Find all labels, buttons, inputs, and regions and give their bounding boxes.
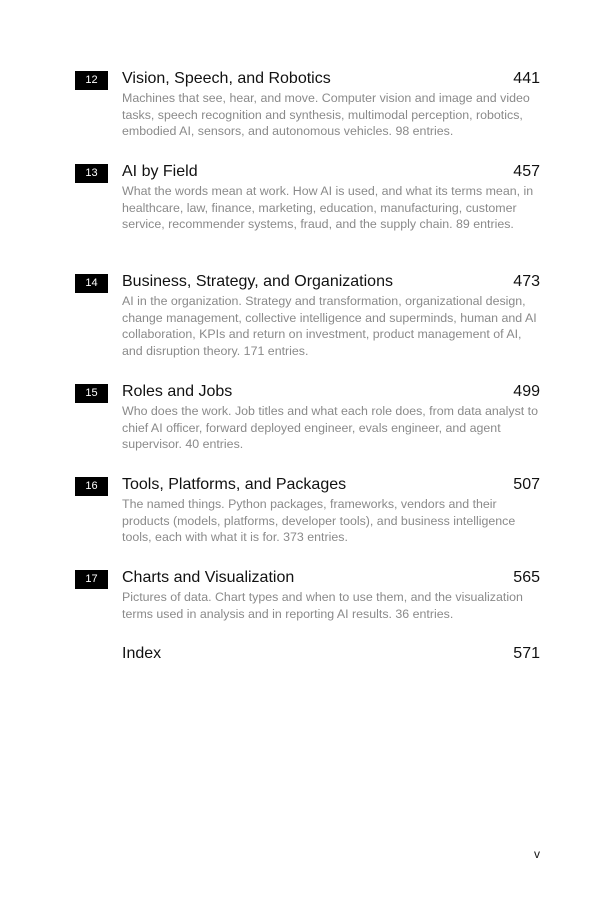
- chapter-description: What the words mean at work. How AI is used, and what its terms mean, in healthcare, law, finance, marketing, education, manufacturing, customer service, recommender systems, fraud, and the supply chain. 89 entries.: [122, 184, 534, 231]
- index-title: Index: [122, 645, 162, 662]
- chapter-title: Vision, Speech, and Robotics: [122, 70, 331, 87]
- chapter-number: 16: [75, 477, 108, 496]
- chapter-page-number: 565: [513, 569, 540, 586]
- chapter-title: Charts and Visualization: [122, 569, 295, 586]
- chapter-number: 17: [75, 570, 108, 589]
- chapter-title: Business, Strategy, and Organizations: [122, 273, 393, 290]
- chapter-description: AI in the organization. Strategy and transformation, organizational design, change management, collective intelligence and superminds, human and AI collaboration, KPIs and return on investment, product management of AI, and disruption theory. 171 entries.: [122, 294, 537, 358]
- chapter-description: The named things. Python packages, frameworks, vendors and their products (models, platforms, developer tools), and business intelligence tools, each with what it is for. 373 entries.: [122, 497, 516, 544]
- chapter-page-number: 441: [513, 70, 540, 87]
- chapter-page-number: 457: [513, 163, 540, 180]
- chapter-number: 13: [75, 164, 108, 183]
- chapter-title: Roles and Jobs: [122, 383, 233, 400]
- chapter-description: Pictures of data. Chart types and when to use them, and the visualization terms used in analysis and in reporting AI results. 36 entries.: [122, 590, 523, 621]
- chapter-title: Tools, Platforms, and Packages: [122, 476, 347, 493]
- page-folio: v: [534, 847, 540, 861]
- chapter-page-number: 507: [513, 476, 540, 493]
- chapter-description: Who does the work. Job titles and what each role does, from data analyst to chief AI officer, forward deployed engineer, evals engineer, and agent supervisor. 40 entries.: [122, 404, 538, 451]
- chapter-page-number: 499: [513, 383, 540, 400]
- chapter-number: 12: [75, 71, 108, 90]
- chapter-number: 15: [75, 384, 108, 403]
- index-page-number: 571: [513, 645, 540, 662]
- chapter-page-number: 473: [513, 273, 540, 290]
- chapter-title: AI by Field: [122, 163, 198, 180]
- chapter-number: 14: [75, 274, 108, 293]
- chapter-description: Machines that see, hear, and move. Computer vision and image and video tasks, speech recognition and synthesis, multimodal perception, robotics, embodied AI, sensors, and autonomous vehicles. 98 entries.: [122, 91, 530, 138]
